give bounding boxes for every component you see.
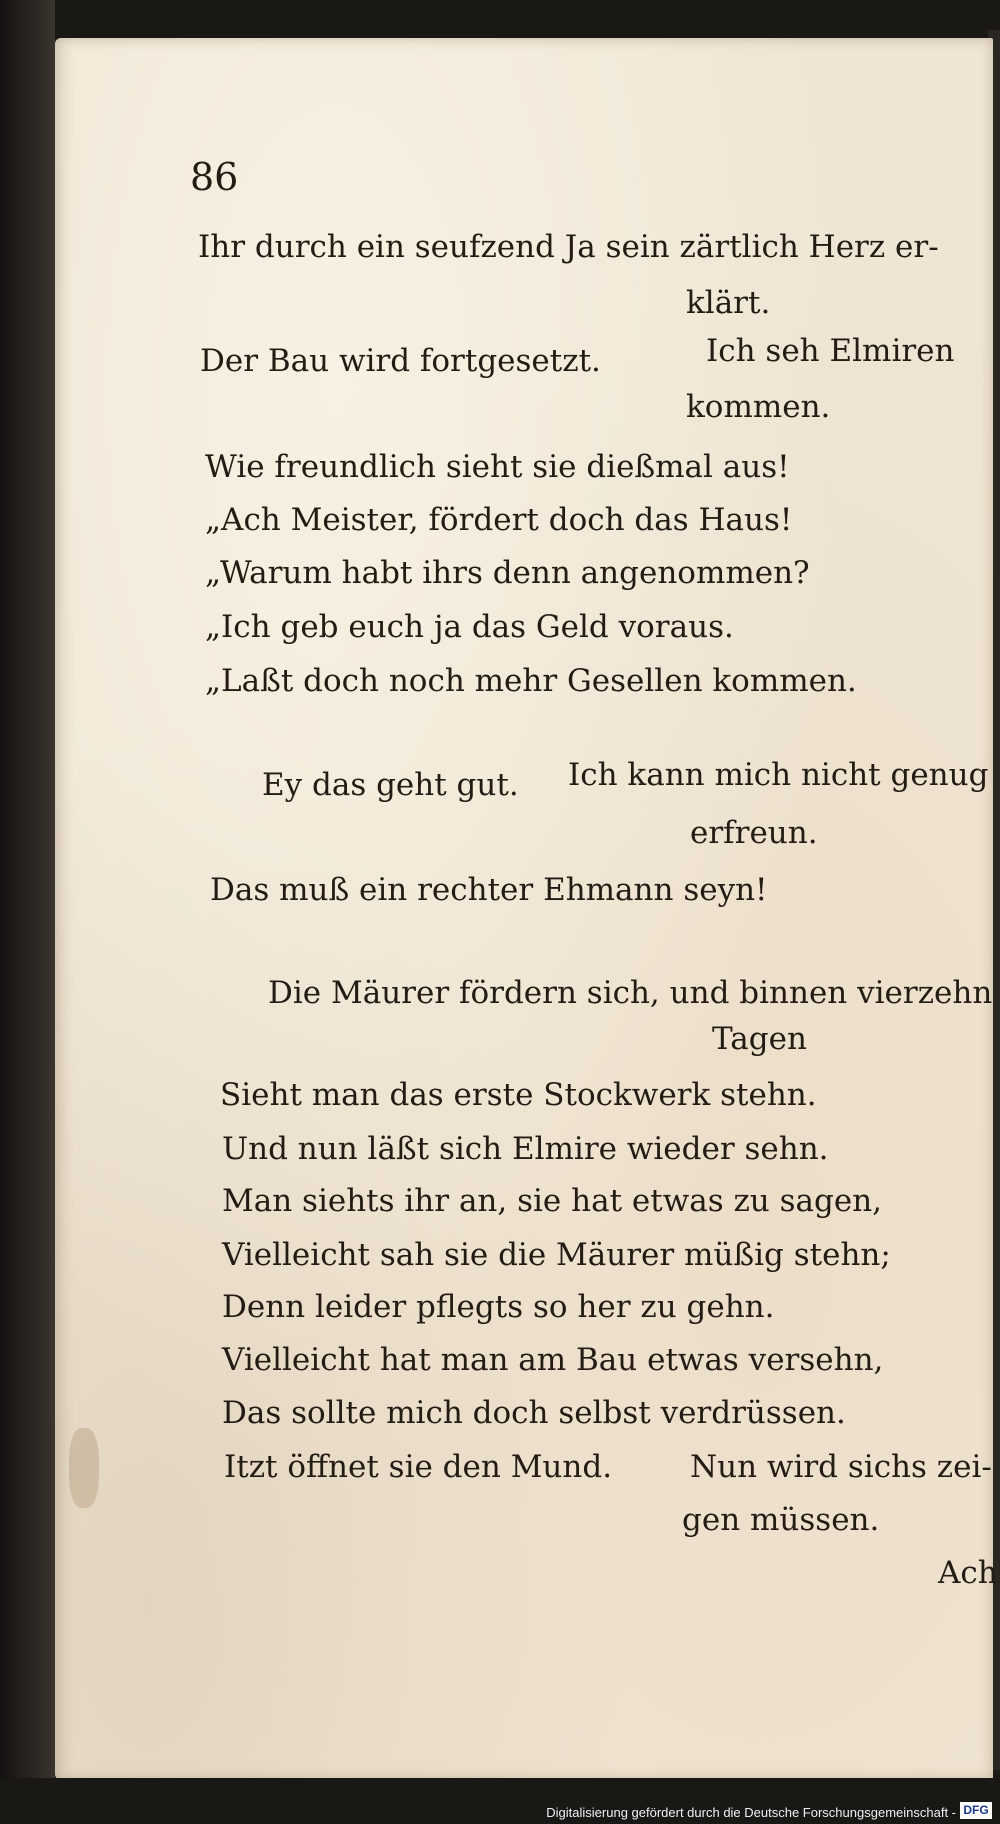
text-line: erfreun. bbox=[690, 815, 818, 851]
paper-stain bbox=[69, 1428, 99, 1508]
text-line: Vielleicht sah sie die Mäurer müßig stehn; bbox=[222, 1237, 891, 1273]
page-number: 86 bbox=[190, 155, 239, 199]
text-line: Der Bau wird fortgesetzt. bbox=[200, 343, 601, 379]
text-line: kommen. bbox=[686, 389, 831, 425]
text-line: Das sollte mich doch selbst verdrüssen. bbox=[222, 1395, 846, 1431]
text-line: Ich kann mich nicht genug bbox=[568, 757, 989, 793]
text-line: klärt. bbox=[686, 285, 771, 321]
text-line: gen müssen. bbox=[682, 1502, 880, 1538]
funding-credit: Digitalisierung gefördert durch die Deutsche Forschungsgemeinschaft - bbox=[546, 1805, 956, 1820]
book-spine-shadow bbox=[0, 0, 55, 1824]
text-line: Ey das geht gut. bbox=[262, 767, 519, 803]
dfg-logo: DFG bbox=[960, 1802, 992, 1819]
scan-top-border bbox=[0, 0, 1000, 40]
text-line: Nun wird sichs zei- bbox=[690, 1449, 992, 1485]
text-line: „Ich geb euch ja das Geld voraus. bbox=[205, 609, 734, 645]
text-line: Das muß ein rechter Ehmann seyn! bbox=[210, 872, 768, 908]
text-line: Ich seh Elmiren bbox=[706, 333, 955, 369]
text-line: Sieht man das erste Stockwerk stehn. bbox=[220, 1077, 817, 1113]
text-line: Die Mäurer fördern sich, und binnen vierzehn bbox=[268, 975, 993, 1011]
text-line: Itzt öffnet sie den Mund. bbox=[224, 1449, 613, 1485]
text-line: „Ach Meister, fördert doch das Haus! bbox=[205, 502, 793, 538]
text-line: Wie freundlich sieht sie dießmal aus! bbox=[205, 449, 790, 485]
text-line: „Warum habt ihrs denn angenommen? bbox=[205, 555, 810, 591]
text-line: „Laßt doch noch mehr Gesellen kommen. bbox=[205, 663, 857, 699]
catchword: Ach bbox=[938, 1555, 998, 1591]
text-line: Ihr durch ein seufzend Ja sein zärtlich Herz er- bbox=[198, 229, 939, 265]
text-line: Denn leider pflegts so her zu gehn. bbox=[222, 1289, 775, 1325]
text-line: Und nun läßt sich Elmire wieder sehn. bbox=[222, 1131, 829, 1167]
text-line: Man siehts ihr an, sie hat etwas zu sagen, bbox=[222, 1183, 883, 1219]
text-line: Tagen bbox=[712, 1021, 807, 1057]
text-line: Vielleicht hat man am Bau etwas versehn, bbox=[222, 1342, 884, 1378]
